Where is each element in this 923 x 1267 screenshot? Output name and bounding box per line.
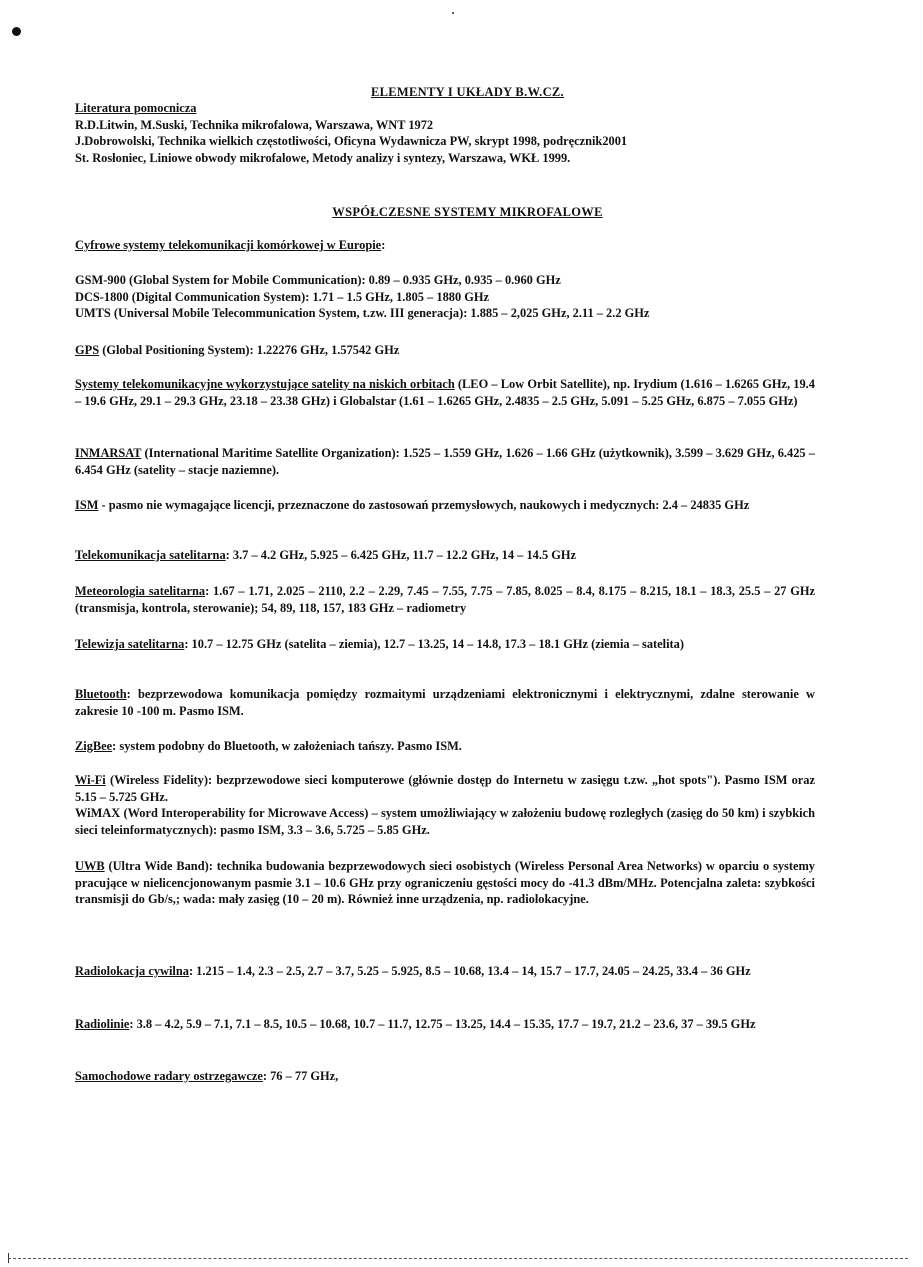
leo-term: Systemy telekomunikacyjne wykorzystujące satelity na niskich orbitach [75,377,455,391]
uwb-term: UWB [75,859,105,873]
uwb-paragraph [75,858,815,908]
cellular-colon: : [381,238,386,252]
sat-telecom-term: Telekomunikacja satelitarna [75,548,226,562]
sat-tv-paragraph [75,636,815,653]
radiolinks-text: : 3.8 – 4.2, 5.9 – 7.1, 7.1 – 8.5, 10.5 – 10.68, 10.7 – 11.7, 12.75 – 13.25, 14.4 – 15.35, 17.7 – 19.7, 21.2 – 23.6, 37 – 39.5 GHz [129,1017,756,1031]
radiolocation-term: Radiolokacja cywilna [75,964,189,978]
car-radar-term: Samochodowe radary ostrzegawcze [75,1069,263,1083]
scan-bottom-rule [8,1258,908,1259]
radiolinks-paragraph [75,1016,815,1033]
inmarsat-text: (International Maritime Satellite Organization): 1.525 – 1.559 GHz, 1.626 – 1.66 GHz (użytkownik), 3.599 – 3.629 GHz, 6.425 – 6.454 GHz (satelity – stacje naziemne). [75,446,815,477]
cellular-line: GSM-900 (Global System for Mobile Communication): 0.89 – 0.935 GHz, 0.935 – 0.960 GHz [75,273,561,287]
gps-term: GPS [75,343,100,357]
sat-meteo-text: : 1.67 – 1.71, 2.025 – 2110, 2.2 – 2.29, 7.45 – 7.55, 7.75 – 7.85, 8.025 – 8.4, 8.175 – 8.215, 18.1 – 18.3, 25.5 – 27 GHz (transmisja, kontrola, sterowanie); 54, 89, 118, 157, 183 GHz – radiometry [75,584,815,615]
inmarsat-term: INMARSAT [75,446,142,460]
gps-text: (Global Positioning System): 1.22276 GHz, 1.57542 GHz [99,343,400,357]
radiolocation-paragraph [75,963,815,980]
cellular-heading: Cyfrowe systemy telekomunikacji komórkowej w Europie [75,238,382,252]
cellular-line: DCS-1800 (Digital Communication System): 1.71 – 1.5 GHz, 1.805 – 1880 GHz [75,289,490,304]
ism-text: - pasmo nie wymagające licencji, przeznaczone do zastosowań przemysłowych, naukowych i medycznych: 2.4 – 24835 GHz [98,498,750,512]
wifi-text: (Wireless Fidelity): bezprzewodowe sieci komputerowe (głównie dostęp do Internetu w zasięgu t.zw. „hot spots"). Pasmo ISM oraz 5.15 – 5.725 GHz. [75,773,815,804]
gps-paragraph [75,342,815,359]
zigbee-term: ZigBee [75,739,113,753]
sat-meteo-paragraph [75,583,815,616]
literature-heading: Literatura pomocnicza [75,101,197,115]
sat-tv-term: Telewizja satelitarna [75,637,185,651]
leo-paragraph [75,376,815,409]
inmarsat-paragraph [75,445,815,478]
sat-telecom-paragraph [75,547,815,564]
page-title: ELEMENTY I UKŁADY B.W.CZ. [371,85,564,99]
radiolinks-term: Radiolinie [75,1017,130,1031]
sat-telecom-text: : 3.7 – 4.2 GHz, 5.925 – 6.425 GHz, 11.7 – 12.2 GHz, 14 – 14.5 GHz [225,548,577,562]
scan-speck [452,12,454,14]
literature-item: St. Rosłoniec, Liniowe obwody mikrofalowe, Metody analizy i syntezy, Warszawa, WKŁ 1999. [75,150,571,165]
ism-paragraph [75,497,815,514]
bluetooth-paragraph [75,686,815,719]
cellular-line: UMTS (Universal Mobile Telecommunication System, t.zw. III generacja): 1.885 – 2,025 GHz, 2.11 – 2.2 GHz [75,306,650,320]
zigbee-text: : system podobny do Bluetooth, w założeniach tańszy. Pasmo ISM. [112,739,462,753]
ism-term: ISM [75,498,99,512]
literature-section [75,100,815,166]
zigbee-paragraph [75,738,815,755]
leo-text: (LEO – Low Orbit Satellite), np. Irydium (1.616 – 1.6265 GHz, 19.4 – 19.6 GHz, 29.1 – 29.3 GHz, 23.18 – 23.38 GHz) i Globalstar (1.61 – 1.6265 GHz, 2.4835 – 2.5 GHz, 5.091 – 5.25 GHz, 6.875 – 7.055 GHz) [75,377,815,408]
systems-title: WSPÓŁCZESNE SYSTEMY MIKROFALOWE [332,205,603,219]
sat-meteo-term: Meteorologia satelitarna [75,584,206,598]
cellular-section [75,272,815,322]
car-radar-text: : 76 – 77 GHz, [262,1069,339,1083]
uwb-text: (Ultra Wide Band): technika budowania bezprzewodowych sieci osobistych (Wireless Personal Area Networks) w oparciu o systemy pracujące w nielicencjonowanym pasmie 3.1 – 10.6 GHz przy ograniczeniu gęstości mocy do -41.3 dBm/MHz. Potencjalna zaleta: szybkości transmisji do Gb/s,; wada: mały zasięg (10 – 20 m). Również inne urządzenia, np. radiolokacyjne. [75,859,815,906]
wifi-paragraph [75,772,815,838]
bluetooth-term: Bluetooth [75,687,127,701]
wimax-text: WiMAX (Word Interoperability for Microwave Access) – system umożliwiający w założeniu budowę rozległych (zasięg do 50 km) i szybkich sieci teleinformatycznych): pasmo ISM, 3.3 – 3.6, 5.725 – 5.85 GHz. [75,806,815,837]
literature-item: J.Dobrowolski, Technika wielkich częstotliwości, Oficyna Wydawnicza PW, skrypt 1998, podręcznik2001 [75,134,628,148]
bluetooth-text: : bezprzewodowa komunikacja pomiędzy rozmaitymi urządzeniami elektronicznymi i elektrycznymi, zdalne sterowanie w zakresie 10 -100 m. Pasmo ISM. [75,687,815,718]
radiolocation-text: : 1.215 – 1.4, 2.3 – 2.5, 2.7 – 3.7, 5.25 – 5.925, 8.5 – 10.68, 13.4 – 14, 15.7 – 17.7, 24.05 – 24.25, 33.4 – 36 GHz [188,964,751,978]
car-radar-paragraph [75,1068,815,1085]
literature-item: R.D.Litwin, M.Suski, Technika mikrofalowa, Warszawa, WNT 1972 [75,117,434,132]
punch-dot [12,27,21,36]
wifi-term: Wi-Fi [75,773,106,787]
cellular-heading-line [75,237,815,254]
sat-tv-text: : 10.7 – 12.75 GHz (satelita – ziemia), 12.7 – 13.25, 14 – 14.8, 17.3 – 18.1 GHz (ziemia – satelita) [184,637,684,651]
